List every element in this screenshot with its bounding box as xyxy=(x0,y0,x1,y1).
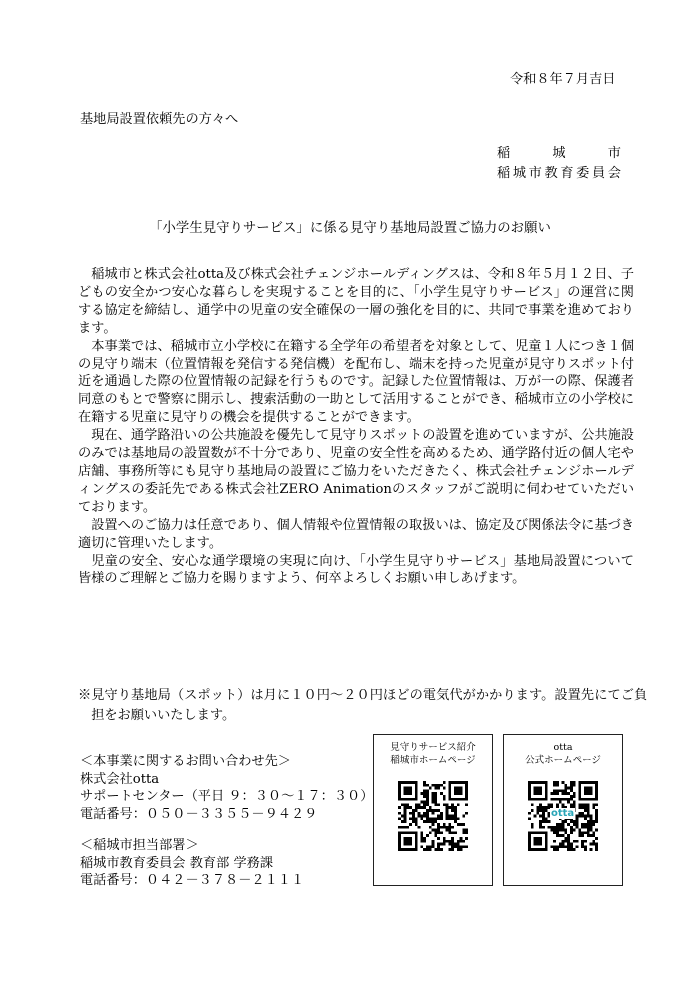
electricity-note: ※見守り基地局（スポット）は月に１０円～２０円ほどの電気代がかかります。設置先にてご負担をお願いいたします。 xyxy=(78,688,648,723)
addressee: 基地局設置依頼先の方々へ xyxy=(80,112,239,127)
document-title: 「小学生見守りサービス」に係る見守り基地局設置ご協力のお願い xyxy=(149,221,551,236)
qr-card-otta-homepage xyxy=(503,734,623,886)
qr-caption: 稲城市ホームページ xyxy=(390,755,476,766)
inquiry-support-center: サポートセンター（平日 ９：３０～１７：３０） xyxy=(80,789,374,805)
sender-board: 稲城市教育委員会 xyxy=(497,166,621,181)
city-contact xyxy=(80,837,304,890)
document-date: 令和８年７月吉日 xyxy=(510,72,616,87)
body-paragraph: 本事業では、稲城市立小学校に在籍する全学年の希望者を対象として、児童１人につき１個の見守り端末（位置情報を発信する発信機）を配布し、端末を持った児童が見守りスポット付近を通過した際の位置情報の記録を行うものです。記録した位置情報は、万が一の際、保護者同意のもとで警察に開示し、捜索活動の一助として活用することができ、稲城市立の小学校に在籍する児童に見守りの機会を提供することができます。 xyxy=(78,338,634,426)
body-paragraph: 設置へのご協力は任意であり、個人情報や位置情報の取扱いは、協定及び関係法令に基づき適切に管理いたします。 xyxy=(78,517,634,551)
city-department: 稲城市教育委員会 教育部 学務課 xyxy=(80,855,274,871)
inquiry-phone: 電話番号：０５０－３３５５－９４２９ xyxy=(80,806,318,822)
inquiry-contact xyxy=(80,753,373,823)
qr-card-city-homepage xyxy=(373,734,493,886)
body-paragraph: 児童の安全、安心な通学環境の実現に向け、「小学生見守りサービス」基地局設置について皆様のご理解とご協力を賜りますよう、何卒よろしくお願い申しあげます。 xyxy=(78,553,634,587)
qr-caption: otta xyxy=(553,742,573,753)
body-paragraph: 現在、通学路沿いの公共施設を優先して見守りスポットの設置を進めていますが、公共施設のみでは基地局の設置数が不十分であり、児童の安全性を高めるため、通学路付近の個人宅や店舗、事務所等にも見守り基地局の設置にご協力をいただきたく、株式会社チェンジホールディングスの委託先である株式会社ZERO Animationのスタッフがご説明に伺わせていただいております。 xyxy=(78,428,634,515)
document-body xyxy=(78,266,634,588)
inquiry-heading: ＜本事業に関するお問い合わせ先＞ xyxy=(80,754,291,769)
qr-caption: 公式ホームページ xyxy=(525,755,601,766)
sender-city: 稲城市 xyxy=(497,146,621,161)
inquiry-company: 株式会社otta xyxy=(80,771,160,787)
city-phone: 電話番号：０４２－３７８－２１１１ xyxy=(80,873,305,889)
qr-code-icon[interactable] xyxy=(398,781,468,851)
otta-logo-mark: otta xyxy=(551,808,575,819)
body-paragraph: 稲城市と株式会社otta及び株式会社チェンジホールディングスは、令和８年５月１２日、子どもの安全かつ安心な暮らしを実現することを目的に、「小学生見守りサービス」の運営に関する協定を締結し、通学中の児童の安全確保の一層の強化を目的に、共同で事業を進めております。 xyxy=(78,267,634,336)
qr-caption: 見守りサービス紹介 xyxy=(390,742,476,753)
city-heading: ＜稲城市担当部署＞ xyxy=(80,838,199,853)
